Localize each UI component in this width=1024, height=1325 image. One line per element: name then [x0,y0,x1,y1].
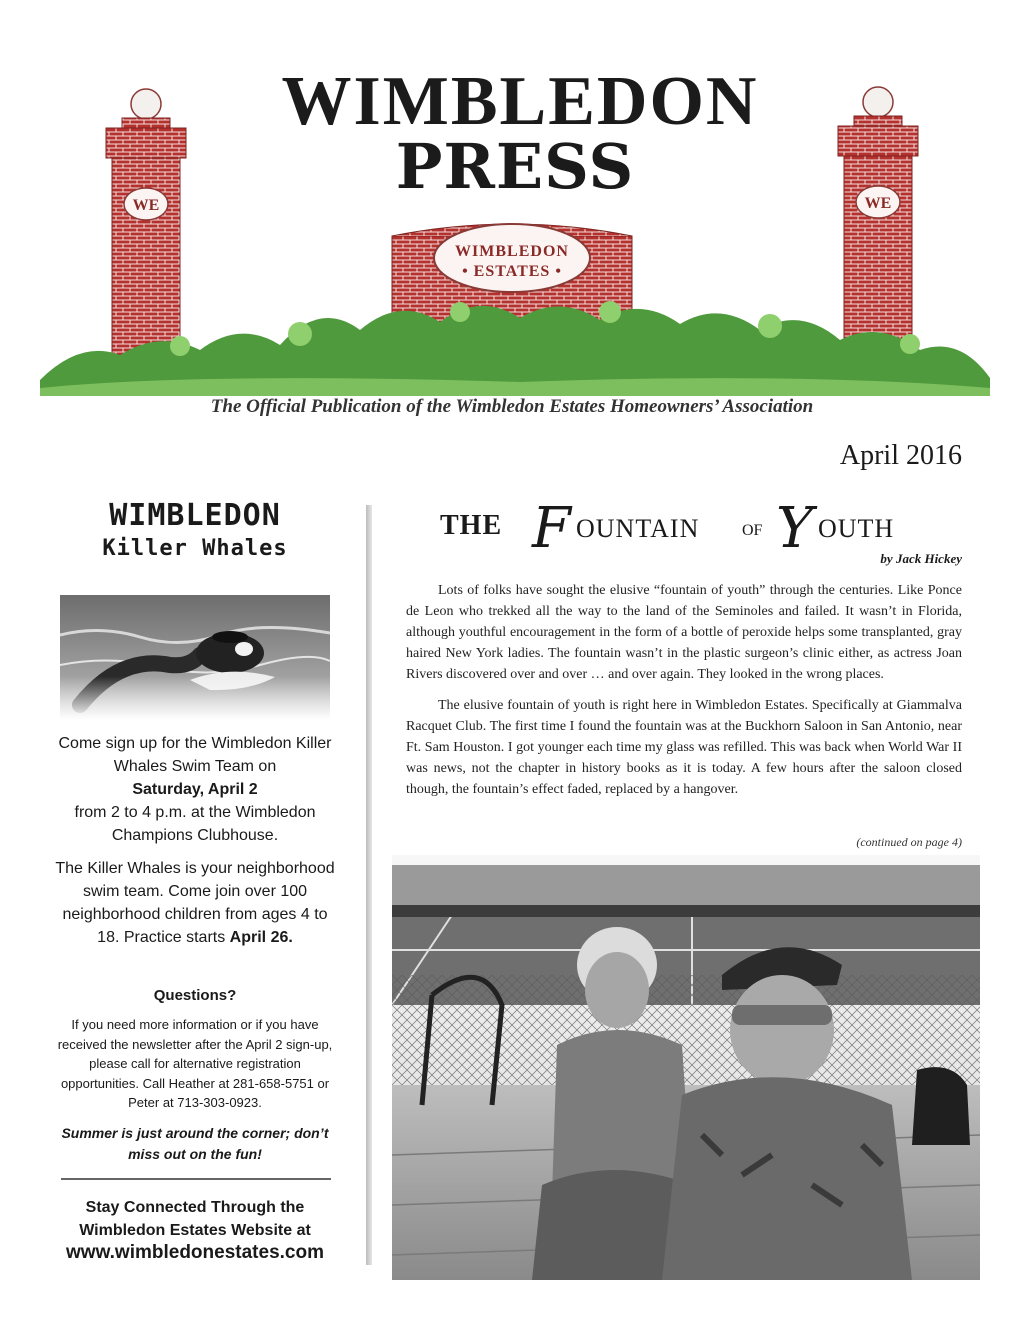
masthead-title-bottom: PRESS [395,130,635,203]
masthead-title-top: WIMBLEDON [281,63,759,140]
right-brick-pillar [838,87,918,366]
article-body [406,580,962,800]
left-monogram: WE [132,197,160,214]
sidebar-divider [61,1178,331,1180]
headline-outh: OUTH [818,514,895,543]
signup-location: from 2 to 4 p.m. at the Wimbledon Champions Clubhouse. [74,804,316,844]
issue-date: April 2016 [839,440,962,471]
summer-note: Summer is just around the corner; don’t miss out on the fun! [61,1125,329,1162]
swim-team-subtitle: Killer Whales [102,536,288,561]
swim-team-text: The Killer Whales is your neighborhood swim team. Come join over 100 neighborhood children from ages 4 to 18. Practice starts [55,860,335,946]
swim-team-description [55,857,335,949]
questions-text: If you need more information or if you have received the newsletter after the April 2 sign-up, please call for alternative registration opportunities. Call Heather at 281-658-5751 or Peter at 713-303-0923. [57,1017,333,1110]
article-paragraph: Lots of folks have sought the elusive “fountain of youth” through the centuries. Like Ponce de Leon who trekked all the way to the land of the Seminoles and failed. It wasn’t in Florida, although youthful encouragement in the form of a bottle of peroxide helps some transplanted, gray haired New York ladies. The fountain wasn’t in the plastic surgeon’s clinic either, as actress Joan Rivers discovered over and over … and over again. They looked in the wrong places. [406,583,962,682]
tennis-club-photo [392,855,980,1280]
sign-line1: WIMBLEDON [455,243,569,260]
continued-note: (continued on page 4) [856,835,962,849]
headline-of: OF [742,522,763,539]
practice-start-date: April 26. [229,929,293,946]
right-monogram: WE [864,195,892,212]
masthead-tagline: The Official Publication of the Wimbledon Estates Homeowners’ Association [210,396,814,417]
signup-text: Come sign up for the Wimbledon Killer Whales Swim Team on [58,735,332,775]
left-brick-pillar [106,89,186,368]
column-divider [366,505,372,1265]
questions-heading: Questions? [153,987,237,1004]
signup-date: Saturday, April 2 [132,781,258,798]
headline-ountain: OUNTAIN [576,514,700,543]
headline-the: THE [440,510,503,541]
sidebar-swim-team [55,498,335,1263]
sign-line2: • ESTATES • [462,263,562,280]
signup-paragraph [55,732,335,847]
article-paragraph: The elusive fountain of youth is right here in Wimbledon Estates. Specifically at Giammalva Racquet Club. The first time I found the fountain was at the Buckhorn Saloon in San Antonio, near Ft. Sam Houston. I got younger each time my glass was refilled. This was back when World War II was news, not the chapter in history books as it is today. A few hours after the saloon closed though, the fountain’s effect faded, replaced by a hangover. [406,698,962,797]
website-link[interactable]: www.wimbledonestates.com [66,1242,324,1263]
headline-y: Y [776,496,813,561]
article-byline: by Jack Hickey [880,551,962,566]
swim-team-title: WIMBLEDON [109,498,281,533]
masthead [0,0,1024,430]
swimmer-photo [60,595,330,720]
stay-connected-text: Stay Connected Through the Wimbledon Estates Website at [79,1199,311,1239]
headline-f: F [532,496,571,561]
